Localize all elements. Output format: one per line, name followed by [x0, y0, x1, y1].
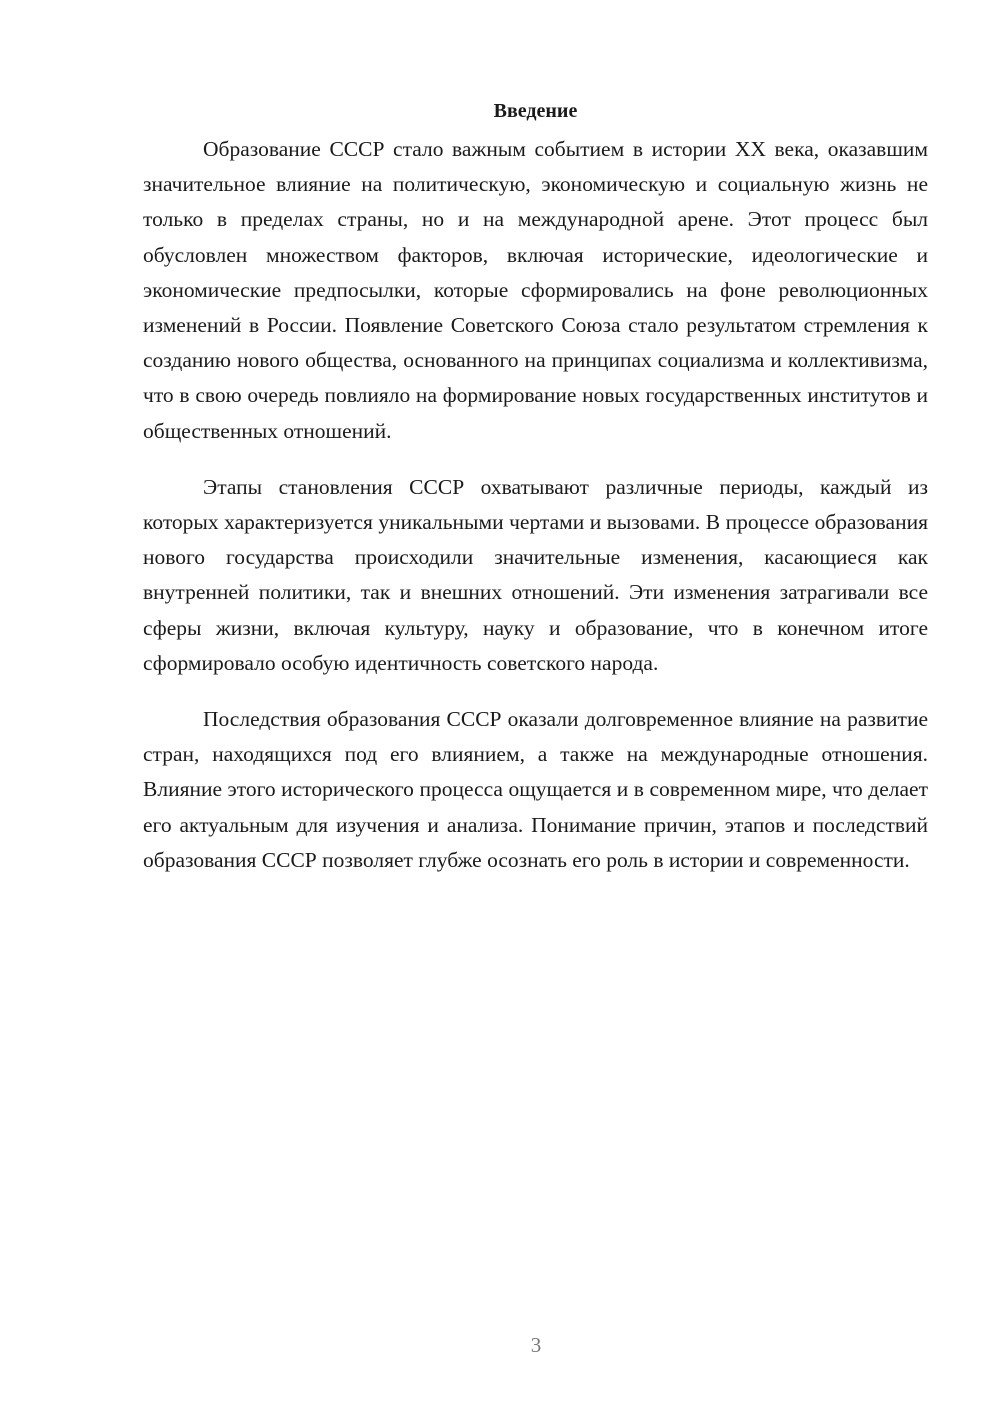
page-content [143, 96, 928, 878]
paragraph-3: Последствия образования СССР оказали долговременное влияние на развитие стран, находящихся под его влиянием, а также на международные отношения. Влияние этого исторического процесса ощущается и в современном мире, что делает его актуальным для изучения и анализа. Понимание причин, этапов и последствий образования СССР позволяет глубже осознать его роль в истории и современности. [143, 707, 928, 872]
section-title: Введение [493, 100, 578, 122]
paragraph-2: Этапы становления СССР охватывают различные периоды, каждый из которых характеризуется уникальными чертами и вызовами. В процессе образования нового государства происходили значительные изменения, касающиеся как внутренней политики, так и внешних отношений. Эти изменения затрагивали все сферы жизни, включая культуру, науку и образование, что в конечном итоге сформировало особую идентичность советского народа. [143, 474, 928, 675]
paragraph-1: Образование СССР стало важным событием в истории XX века, оказавшим значительное влияние на политическую, экономическую и социальную жизнь не только в пределах страны, но и на международной арене. Этот процесс был обусловлен множеством факторов, включая исторические, идеологические и экономические предпосылки, которые сформировались на фоне революционных изменений в России. Появление Советского Союза стало результатом стремления к созданию нового общества, основанного на принципах социализма и коллективизма, что в свою очередь повлияло на формирование новых государственных институтов и общественных отношений. [143, 137, 928, 443]
page-number: 3 [530, 1333, 542, 1357]
